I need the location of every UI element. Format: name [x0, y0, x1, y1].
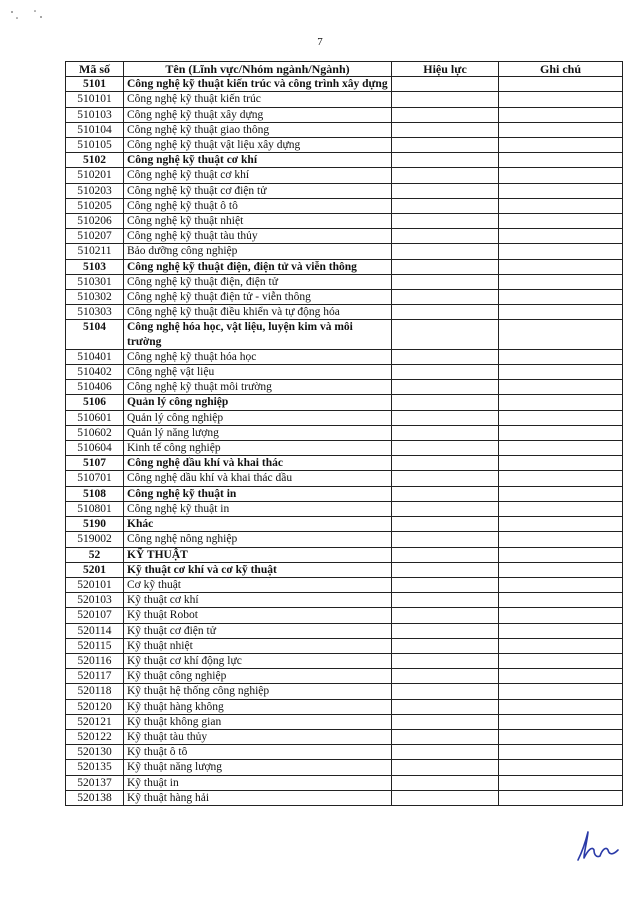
name-cell: Công nghệ kỹ thuật cơ điện tử — [124, 183, 392, 198]
table-row — [66, 380, 623, 395]
validity-cell — [392, 760, 499, 775]
table-row — [66, 638, 623, 653]
name-cell: Kỹ thuật năng lượng — [124, 760, 392, 775]
notes-cell — [499, 577, 623, 592]
notes-cell — [499, 214, 623, 229]
notes-cell — [499, 410, 623, 425]
table-row — [66, 669, 623, 684]
validity-cell — [392, 77, 499, 92]
validity-cell — [392, 577, 499, 592]
table-row — [66, 305, 623, 320]
notes-cell — [499, 380, 623, 395]
code-cell: 510701 — [66, 471, 124, 486]
validity-cell — [392, 410, 499, 425]
handwritten-signature — [572, 828, 622, 869]
name-cell: Công nghệ kỹ thuật vật liệu xây dựng — [124, 138, 392, 153]
notes-cell — [499, 456, 623, 471]
code-cell: 520117 — [66, 669, 124, 684]
table-row — [66, 486, 623, 501]
validity-cell — [392, 214, 499, 229]
validity-cell — [392, 547, 499, 562]
name-cell: Công nghệ kỹ thuật ô tô — [124, 198, 392, 213]
table-row — [66, 608, 623, 623]
notes-cell — [499, 547, 623, 562]
code-cell: 510104 — [66, 122, 124, 137]
name-cell: Quản lý công nghiệp — [124, 410, 392, 425]
table-row — [66, 274, 623, 289]
name-cell: Công nghệ kỹ thuật in — [124, 486, 392, 501]
notes-cell — [499, 77, 623, 92]
code-cell: 520130 — [66, 745, 124, 760]
notes-cell — [499, 669, 623, 684]
code-cell: 510201 — [66, 168, 124, 183]
code-cell: 5103 — [66, 259, 124, 274]
table-row — [66, 107, 623, 122]
name-cell: Công nghệ hóa học, vật liệu, luyện kim và môi trường — [124, 320, 392, 349]
validity-cell — [392, 593, 499, 608]
code-cell: 520115 — [66, 638, 124, 653]
table-row — [66, 214, 623, 229]
code-cell: 520135 — [66, 760, 124, 775]
table-row — [66, 183, 623, 198]
validity-cell — [392, 290, 499, 305]
name-cell: Công nghệ kỹ thuật điện, điện tử và viễn thông — [124, 259, 392, 274]
code-cell: 520138 — [66, 790, 124, 805]
code-cell: 520118 — [66, 684, 124, 699]
validity-cell — [392, 320, 499, 349]
notes-cell — [499, 320, 623, 349]
name-cell: Kỹ thuật Robot — [124, 608, 392, 623]
code-cell: 519002 — [66, 532, 124, 547]
validity-cell — [392, 714, 499, 729]
name-cell: Kỹ thuật không gian — [124, 714, 392, 729]
validity-cell — [392, 244, 499, 259]
code-cell: 520116 — [66, 653, 124, 668]
validity-cell — [392, 471, 499, 486]
table-row — [66, 745, 623, 760]
validity-cell — [392, 790, 499, 805]
code-cell: 510601 — [66, 410, 124, 425]
code-cell: 510303 — [66, 305, 124, 320]
table-row — [66, 714, 623, 729]
name-cell: Quản lý công nghiệp — [124, 395, 392, 410]
validity-cell — [392, 745, 499, 760]
code-cell: 510101 — [66, 92, 124, 107]
notes-cell — [499, 623, 623, 638]
validity-cell — [392, 365, 499, 380]
name-cell: Công nghệ kỹ thuật giao thông — [124, 122, 392, 137]
name-cell: Công nghệ kỹ thuật hóa học — [124, 349, 392, 364]
notes-cell — [499, 486, 623, 501]
header-code: Mã số — [66, 62, 124, 77]
notes-cell — [499, 760, 623, 775]
table-row — [66, 122, 623, 137]
table-body — [66, 77, 623, 806]
name-cell: Kỹ thuật hàng không — [124, 699, 392, 714]
validity-cell — [392, 532, 499, 547]
table-row — [66, 153, 623, 168]
name-cell: Kỹ thuật tàu thủy — [124, 729, 392, 744]
table-header-row — [66, 62, 623, 77]
code-cell: 510602 — [66, 425, 124, 440]
code-cell: 510604 — [66, 441, 124, 456]
name-cell: Công nghệ kỹ thuật cơ khí — [124, 168, 392, 183]
name-cell: Công nghệ kỹ thuật nhiệt — [124, 214, 392, 229]
program-code-table — [65, 61, 623, 806]
code-cell: 510207 — [66, 229, 124, 244]
table-row — [66, 760, 623, 775]
validity-cell — [392, 669, 499, 684]
code-cell: 520137 — [66, 775, 124, 790]
notes-cell — [499, 290, 623, 305]
name-cell: Công nghệ nông nghiệp — [124, 532, 392, 547]
table-row — [66, 729, 623, 744]
validity-cell — [392, 729, 499, 744]
validity-cell — [392, 441, 499, 456]
validity-cell — [392, 623, 499, 638]
table-row — [66, 229, 623, 244]
validity-cell — [392, 274, 499, 289]
code-cell: 520114 — [66, 623, 124, 638]
validity-cell — [392, 638, 499, 653]
table-row — [66, 410, 623, 425]
name-cell: Công nghệ dầu khí và khai thác dầu — [124, 471, 392, 486]
validity-cell — [392, 517, 499, 532]
validity-cell — [392, 653, 499, 668]
table-row — [66, 198, 623, 213]
header-validity: Hiệu lực — [392, 62, 499, 77]
notes-cell — [499, 517, 623, 532]
code-cell: 510205 — [66, 198, 124, 213]
scan-speckle-mark — [8, 8, 48, 27]
name-cell: Quản lý năng lượng — [124, 425, 392, 440]
notes-cell — [499, 168, 623, 183]
notes-cell — [499, 229, 623, 244]
code-cell: 5104 — [66, 320, 124, 349]
name-cell: Công nghệ kỹ thuật kiến trúc và công trình xây dựng — [124, 77, 392, 92]
code-cell: 510801 — [66, 501, 124, 516]
name-cell: Công nghệ kỹ thuật kiến trúc — [124, 92, 392, 107]
table-row — [66, 790, 623, 805]
code-cell: 520107 — [66, 608, 124, 623]
table-row — [66, 471, 623, 486]
name-cell: Bảo dưỡng công nghiệp — [124, 244, 392, 259]
table-row — [66, 395, 623, 410]
name-cell: Kỹ thuật hệ thống công nghiệp — [124, 684, 392, 699]
table-row — [66, 425, 623, 440]
table-row — [66, 593, 623, 608]
name-cell: Công nghệ vật liệu — [124, 365, 392, 380]
name-cell: Kinh tế công nghiệp — [124, 441, 392, 456]
validity-cell — [392, 380, 499, 395]
notes-cell — [499, 653, 623, 668]
code-cell: 520120 — [66, 699, 124, 714]
validity-cell — [392, 168, 499, 183]
notes-cell — [499, 198, 623, 213]
name-cell: Công nghệ kỹ thuật điện tử - viễn thông — [124, 290, 392, 305]
name-cell: Công nghệ kỹ thuật xây dựng — [124, 107, 392, 122]
name-cell: Khác — [124, 517, 392, 532]
notes-cell — [499, 365, 623, 380]
name-cell: Công nghệ kỹ thuật điều khiển và tự động hóa — [124, 305, 392, 320]
table-row — [66, 547, 623, 562]
name-cell: Cơ kỹ thuật — [124, 577, 392, 592]
name-cell: Công nghệ kỹ thuật cơ khí — [124, 153, 392, 168]
table-row — [66, 365, 623, 380]
validity-cell — [392, 305, 499, 320]
code-cell: 520122 — [66, 729, 124, 744]
name-cell: Công nghệ kỹ thuật in — [124, 501, 392, 516]
notes-cell — [499, 790, 623, 805]
validity-cell — [392, 775, 499, 790]
notes-cell — [499, 714, 623, 729]
name-cell: Kỹ thuật công nghiệp — [124, 669, 392, 684]
code-cell: 510211 — [66, 244, 124, 259]
header-name: Tên (Lĩnh vực/Nhóm ngành/Ngành) — [124, 62, 392, 77]
header-notes: Ghi chú — [499, 62, 623, 77]
notes-cell — [499, 92, 623, 107]
validity-cell — [392, 229, 499, 244]
notes-cell — [499, 501, 623, 516]
table-row — [66, 501, 623, 516]
code-cell: 52 — [66, 547, 124, 562]
validity-cell — [392, 501, 499, 516]
notes-cell — [499, 699, 623, 714]
name-cell: Kỹ thuật ô tô — [124, 745, 392, 760]
code-cell: 5107 — [66, 456, 124, 471]
table-row — [66, 775, 623, 790]
name-cell: Công nghệ kỹ thuật điện, điện tử — [124, 274, 392, 289]
table-row — [66, 138, 623, 153]
notes-cell — [499, 305, 623, 320]
notes-cell — [499, 593, 623, 608]
name-cell: Kỹ thuật cơ khí và cơ kỹ thuật — [124, 562, 392, 577]
table-row — [66, 532, 623, 547]
code-cell: 5102 — [66, 153, 124, 168]
code-cell: 5101 — [66, 77, 124, 92]
validity-cell — [392, 608, 499, 623]
name-cell: Kỹ thuật cơ điện tử — [124, 623, 392, 638]
validity-cell — [392, 183, 499, 198]
code-cell: 5106 — [66, 395, 124, 410]
name-cell: Công nghệ kỹ thuật tàu thủy — [124, 229, 392, 244]
table-row — [66, 562, 623, 577]
notes-cell — [499, 562, 623, 577]
table-row — [66, 77, 623, 92]
code-cell: 510302 — [66, 290, 124, 305]
table-row — [66, 349, 623, 364]
code-cell: 5108 — [66, 486, 124, 501]
name-cell: Kỹ thuật hàng hải — [124, 790, 392, 805]
table-row — [66, 456, 623, 471]
notes-cell — [499, 153, 623, 168]
code-cell: 520121 — [66, 714, 124, 729]
code-cell: 510402 — [66, 365, 124, 380]
table-row — [66, 684, 623, 699]
validity-cell — [392, 92, 499, 107]
table-row — [66, 517, 623, 532]
validity-cell — [392, 562, 499, 577]
code-cell: 5201 — [66, 562, 124, 577]
validity-cell — [392, 395, 499, 410]
code-cell: 510105 — [66, 138, 124, 153]
name-cell: Kỹ thuật cơ khí — [124, 593, 392, 608]
notes-cell — [499, 608, 623, 623]
name-cell: Kỹ thuật in — [124, 775, 392, 790]
validity-cell — [392, 198, 499, 213]
notes-cell — [499, 107, 623, 122]
notes-cell — [499, 532, 623, 547]
name-cell: Công nghệ dầu khí và khai thác — [124, 456, 392, 471]
table-row — [66, 577, 623, 592]
notes-cell — [499, 122, 623, 137]
validity-cell — [392, 107, 499, 122]
code-cell: 510103 — [66, 107, 124, 122]
validity-cell — [392, 425, 499, 440]
notes-cell — [499, 471, 623, 486]
code-cell: 5190 — [66, 517, 124, 532]
notes-cell — [499, 745, 623, 760]
name-cell: KỸ THUẬT — [124, 547, 392, 562]
code-cell: 510401 — [66, 349, 124, 364]
code-cell: 510206 — [66, 214, 124, 229]
notes-cell — [499, 441, 623, 456]
notes-cell — [499, 684, 623, 699]
notes-cell — [499, 138, 623, 153]
table-row — [66, 441, 623, 456]
notes-cell — [499, 274, 623, 289]
code-cell: 510301 — [66, 274, 124, 289]
table-row — [66, 290, 623, 305]
table-row — [66, 92, 623, 107]
code-cell: 510406 — [66, 380, 124, 395]
table-row — [66, 259, 623, 274]
table-row — [66, 244, 623, 259]
validity-cell — [392, 684, 499, 699]
notes-cell — [499, 425, 623, 440]
name-cell: Kỹ thuật nhiệt — [124, 638, 392, 653]
code-cell: 520103 — [66, 593, 124, 608]
validity-cell — [392, 153, 499, 168]
notes-cell — [499, 349, 623, 364]
notes-cell — [499, 183, 623, 198]
code-cell: 520101 — [66, 577, 124, 592]
table-row — [66, 699, 623, 714]
notes-cell — [499, 259, 623, 274]
code-cell: 510203 — [66, 183, 124, 198]
table-row — [66, 653, 623, 668]
validity-cell — [392, 138, 499, 153]
validity-cell — [392, 122, 499, 137]
name-cell: Kỹ thuật cơ khí động lực — [124, 653, 392, 668]
notes-cell — [499, 638, 623, 653]
validity-cell — [392, 349, 499, 364]
notes-cell — [499, 244, 623, 259]
validity-cell — [392, 456, 499, 471]
notes-cell — [499, 395, 623, 410]
validity-cell — [392, 699, 499, 714]
table-row — [66, 623, 623, 638]
page-number: 7 — [317, 36, 323, 48]
table-row — [66, 320, 623, 349]
notes-cell — [499, 729, 623, 744]
validity-cell — [392, 259, 499, 274]
validity-cell — [392, 486, 499, 501]
table-row — [66, 168, 623, 183]
name-cell: Công nghệ kỹ thuật môi trường — [124, 380, 392, 395]
notes-cell — [499, 775, 623, 790]
